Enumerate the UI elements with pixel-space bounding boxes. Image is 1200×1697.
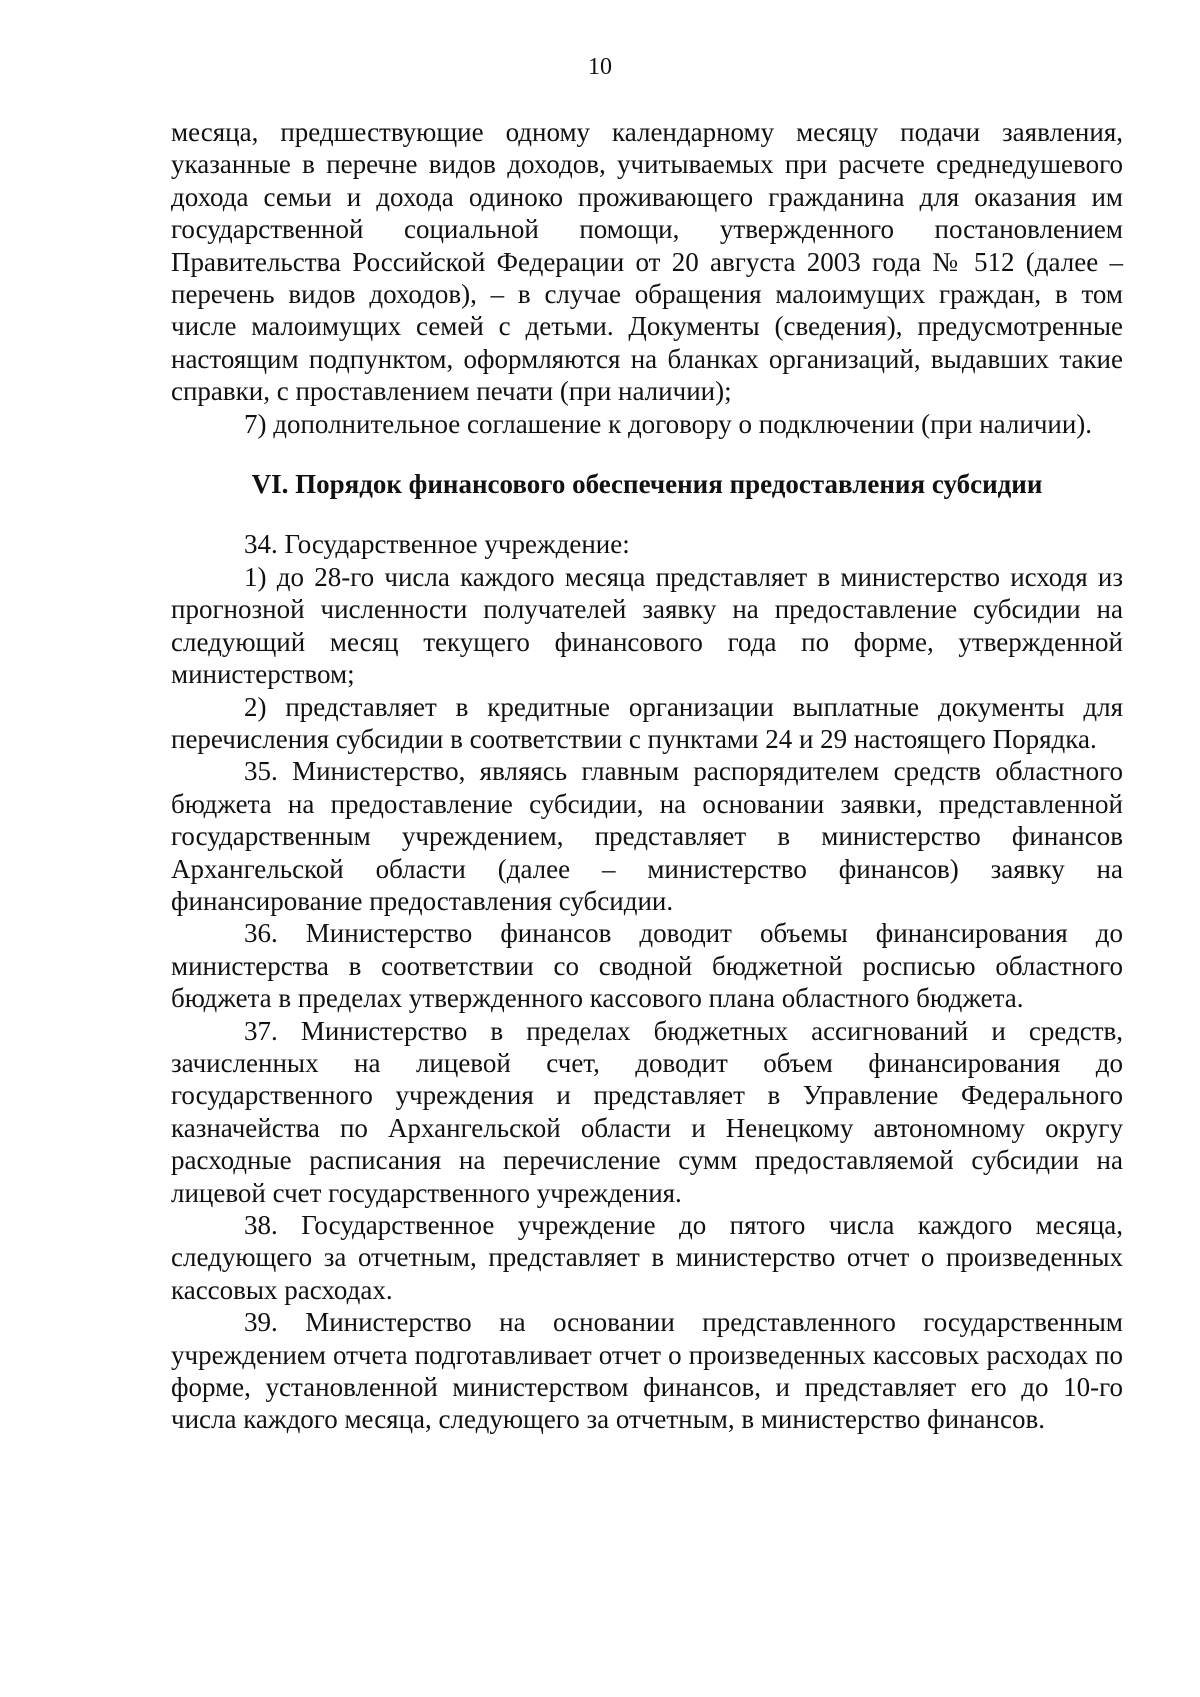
paragraph-34-1: 1) до 28-го числа каждого месяца представляет в министерство исходя из прогнозной численности получателей заявку на предоставление субсидии на следующий месяц текущего финансового года по форме, утвержденной министерством;: [171, 561, 1123, 690]
paragraph-37: 37. Министерство в пределах бюджетных ассигнований и средств, зачисленных на лицевой счет, доводит объем финансирования до государственного учреждения и представляет в Управление Федерального казначейства по Архангельской области и Ненецкому автономному округу расходные расписания на перечисление сумм предоставляемой субсидии на лицевой счет государственного учреждения.: [171, 1015, 1123, 1208]
document-body: [171, 116, 1123, 1436]
page-number: 10: [588, 54, 612, 80]
paragraph-34: 34. Государственное учреждение:: [244, 529, 630, 560]
paragraph-39: 39. Министерство на основании представленного государственным учреждением отчета подготавливает отчет о произведенных кассовых расходах по форме, установленной министерством финансов, и представляет его до 10-го числа каждого месяца, следующего за отчетным, в министерство финансов.: [171, 1307, 1123, 1435]
paragraph-35: 35. Министерство, являясь главным распорядителем средств областного бюджета на предоставление субсидии, на основании заявки, представленной государственным учреждением, представляет в министерство финансов Архангельской области (далее – министерство финансов) заявку на финансирование предоставления субсидии.: [171, 756, 1123, 916]
paragraph-36: 36. Министерство финансов доводит объемы финансирования до министерства в соответствии со сводной бюджетной росписью областного бюджета в пределах утвержденного кассового плана областного бюджета.: [171, 918, 1123, 1014]
paragraph-34-2: 2) представляет в кредитные организации выплатные документы для перечисления субсидии в соответствии с пунктами 24 и 29 настоящего Порядка.: [171, 691, 1123, 754]
paragraph-continuation: месяца, предшествующие одному календарному месяцу подачи заявления, указанные в перечне видов доходов, учитываемых при расчете среднедушевого дохода семьи и дохода одиноко проживающего гражданина для оказания им государственной социальной помощи, утвержденного постановлением Правительства Российской Федерации от 20 августа 2003 года № 512 (далее – перечень видов доходов), – в случае обращения малоимущих граждан, в том числе малоимущих семей с детьми. Документы (сведения), предусмотренные настоящим подпунктом, оформляются на бланках организаций, выдавших такие справки, с проставлением печати (при наличии);: [171, 117, 1123, 407]
paragraph-38: 38. Государственное учреждение до пятого числа каждого месяца, следующего за отчетным, представляет в министерство отчет о произведенных кассовых расходах.: [171, 1210, 1123, 1305]
paragraph-item-7: 7) дополнительное соглашение к договору о подключении (при наличии).: [244, 408, 1093, 439]
section-heading: VI. Порядок финансового обеспечения предоставления субсидии: [251, 469, 1043, 500]
